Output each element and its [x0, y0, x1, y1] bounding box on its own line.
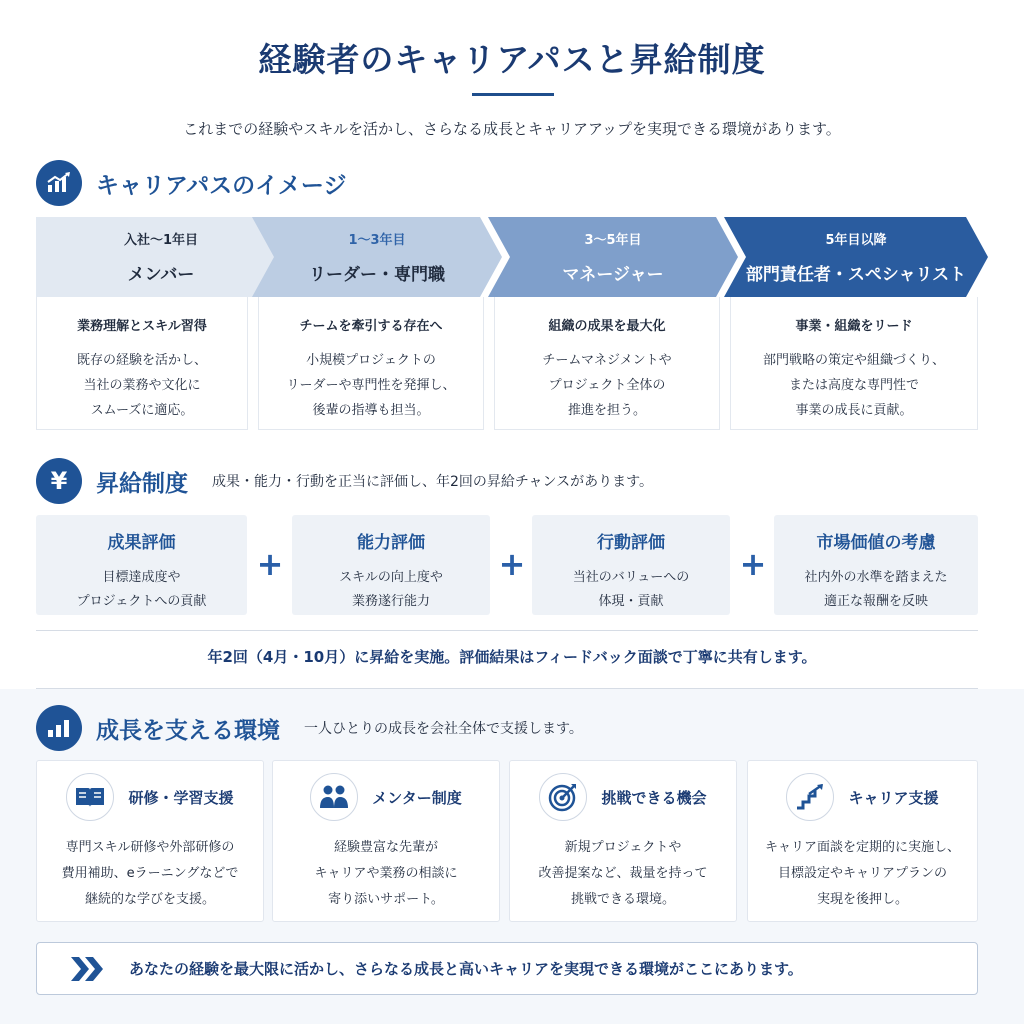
stage-role: メンバー — [127, 265, 195, 285]
people-icon — [310, 773, 358, 821]
support-desc-line: 目標設定やキャリアプランの — [777, 866, 947, 881]
support-desc-line: キャリア面談を定期的に実施し、 — [764, 840, 960, 855]
career-stage-header — [488, 217, 738, 297]
page-title: 経験者のキャリアパスと昇給制度 — [258, 40, 766, 79]
evaluation-name: 能力評価 — [357, 533, 425, 553]
support-card — [747, 760, 978, 922]
support-card — [36, 760, 264, 922]
support-title: 研修・学習支援 — [128, 788, 234, 807]
salary-section-header — [36, 458, 653, 504]
stage-desc-line: スムーズに適応。 — [90, 403, 194, 418]
stage-period: 5年目以降 — [825, 233, 887, 248]
salary-note: 年2回（4月・10月）に昇給を実施。評価結果はフィードバック面談で丁寧に共有します。 — [207, 648, 817, 666]
support-section-subtitle: 一人ひとりの成長を会社全体で支援します。 — [304, 721, 583, 737]
stage-desc-line: 当社の業務や文化に — [83, 378, 201, 393]
stage-desc-line: リーダーや専門性を発揮し、 — [286, 378, 456, 393]
career-stage-header — [724, 217, 988, 297]
support-desc-line: 専門スキル研修や外部研修の — [65, 840, 235, 855]
stage-lead: 業務理解とスキル習得 — [77, 319, 207, 334]
stage-role: リーダー・専門職 — [309, 265, 445, 285]
career-stage-header — [36, 217, 286, 297]
evaluation-card — [292, 515, 490, 615]
stage-period: 1〜3年目 — [348, 233, 406, 248]
stage-role: マネージャー — [562, 265, 664, 285]
evaluation-desc-line: スキルの向上度や — [339, 570, 443, 585]
career-stage-body — [494, 297, 720, 430]
evaluation-desc-line: 当社のバリューへの — [572, 570, 690, 585]
support-desc-line: キャリアや業務の相談に — [314, 866, 458, 881]
evaluation-desc-line: 目標達成度や — [102, 570, 181, 585]
stage-desc-line: 事業の成長に貢献。 — [795, 403, 913, 418]
career-stage-body — [730, 297, 978, 430]
evaluation-name: 市場価値の考慮 — [816, 533, 936, 553]
support-desc-line: 寄り添いサポート。 — [328, 892, 444, 907]
career-section-title: キャリアパスのイメージ — [96, 172, 347, 199]
support-section-header — [36, 705, 583, 751]
evaluation-card — [774, 515, 978, 615]
salary-section-title: 昇給制度 — [96, 470, 188, 497]
closing-banner — [36, 942, 978, 995]
evaluation-desc-line: 社内外の水準を踏まえた — [804, 570, 948, 585]
support-title: メンター制度 — [372, 788, 462, 807]
stage-lead: 組織の成果を最大化 — [548, 319, 666, 334]
career-stage-body — [36, 297, 248, 430]
stage-period: 3〜5年目 — [584, 233, 642, 248]
stage-desc-line: 小規模プロジェクトの — [306, 353, 436, 368]
support-desc-line: 継続的な学びを支援。 — [84, 892, 215, 907]
plus-icon: + — [739, 545, 767, 583]
support-title: キャリア支援 — [848, 788, 939, 807]
career-stage-header — [252, 217, 502, 297]
evaluation-desc-line: プロジェクトへの貢献 — [76, 594, 207, 609]
support-desc-line: 実現を後押し。 — [816, 892, 908, 907]
book-icon — [66, 773, 114, 821]
support-card — [272, 760, 500, 922]
target-icon — [539, 773, 587, 821]
evaluation-name: 成果評価 — [107, 533, 176, 553]
divider — [36, 630, 978, 631]
support-card — [509, 760, 737, 922]
stage-lead: 事業・組織をリード — [795, 319, 913, 334]
stage-desc-line: 部門戦略の策定や組織づくり、 — [762, 353, 945, 368]
salary-section-subtitle: 成果・能力・行動を正当に評価し、年2回の昇給チャンスがあります。 — [212, 474, 653, 490]
stage-desc-line: チームマネジメントや — [542, 353, 672, 368]
double-chevron-icon — [71, 957, 107, 981]
stage-desc-line: 後輩の指導も担当。 — [312, 403, 430, 418]
page-lead: これまでの経験やスキルを活かし、さらなる成長とキャリアアップを実現できる環境があります。 — [183, 120, 841, 138]
evaluation-card — [532, 515, 730, 615]
evaluation-desc-line: 業務遂行能力 — [351, 594, 430, 609]
support-desc-line: 新規プロジェクトや — [564, 840, 682, 855]
plus-icon: + — [256, 545, 284, 583]
closing-text: あなたの経験を最大限に活かし、さらなる成長と高いキャリアを実現できる環境がここにあります。 — [129, 960, 803, 978]
stage-desc-line: 既存の経験を活かし、 — [76, 353, 207, 368]
stage-lead: チームを牽引する存在へ — [299, 319, 443, 334]
evaluation-name: 行動評価 — [597, 533, 665, 553]
stage-desc-line: プロジェクト全体の — [548, 378, 666, 393]
stage-period: 入社〜1年目 — [123, 233, 199, 248]
support-desc-line: 改善提案など、裁量を持って — [538, 866, 708, 881]
stairs-icon — [786, 773, 834, 821]
support-section-title: 成長を支える環境 — [96, 717, 280, 744]
bar-chart-icon — [36, 705, 82, 751]
yen-icon: ¥ — [36, 458, 82, 504]
support-title: 挑戦できる機会 — [601, 788, 707, 807]
chart-up-icon — [36, 160, 82, 206]
stage-desc-line: または高度な専門性で — [788, 378, 919, 393]
stage-role: 部門責任者・スペシャリスト — [745, 265, 967, 285]
career-section-header — [36, 160, 346, 206]
title-underline — [472, 93, 554, 96]
evaluation-desc-line: 体現・貢献 — [598, 594, 664, 609]
evaluation-desc-line: 適正な報酬を反映 — [823, 594, 928, 609]
plus-icon: + — [498, 545, 526, 583]
career-stage-body — [258, 297, 484, 430]
evaluation-card — [36, 515, 247, 615]
support-desc-line: 経験豊富な先輩が — [333, 840, 438, 855]
support-desc-line: 挑戦できる環境。 — [570, 892, 675, 907]
support-desc-line: 費用補助、eラーニングなどで — [61, 866, 239, 881]
stage-desc-line: 推進を担う。 — [567, 403, 646, 418]
